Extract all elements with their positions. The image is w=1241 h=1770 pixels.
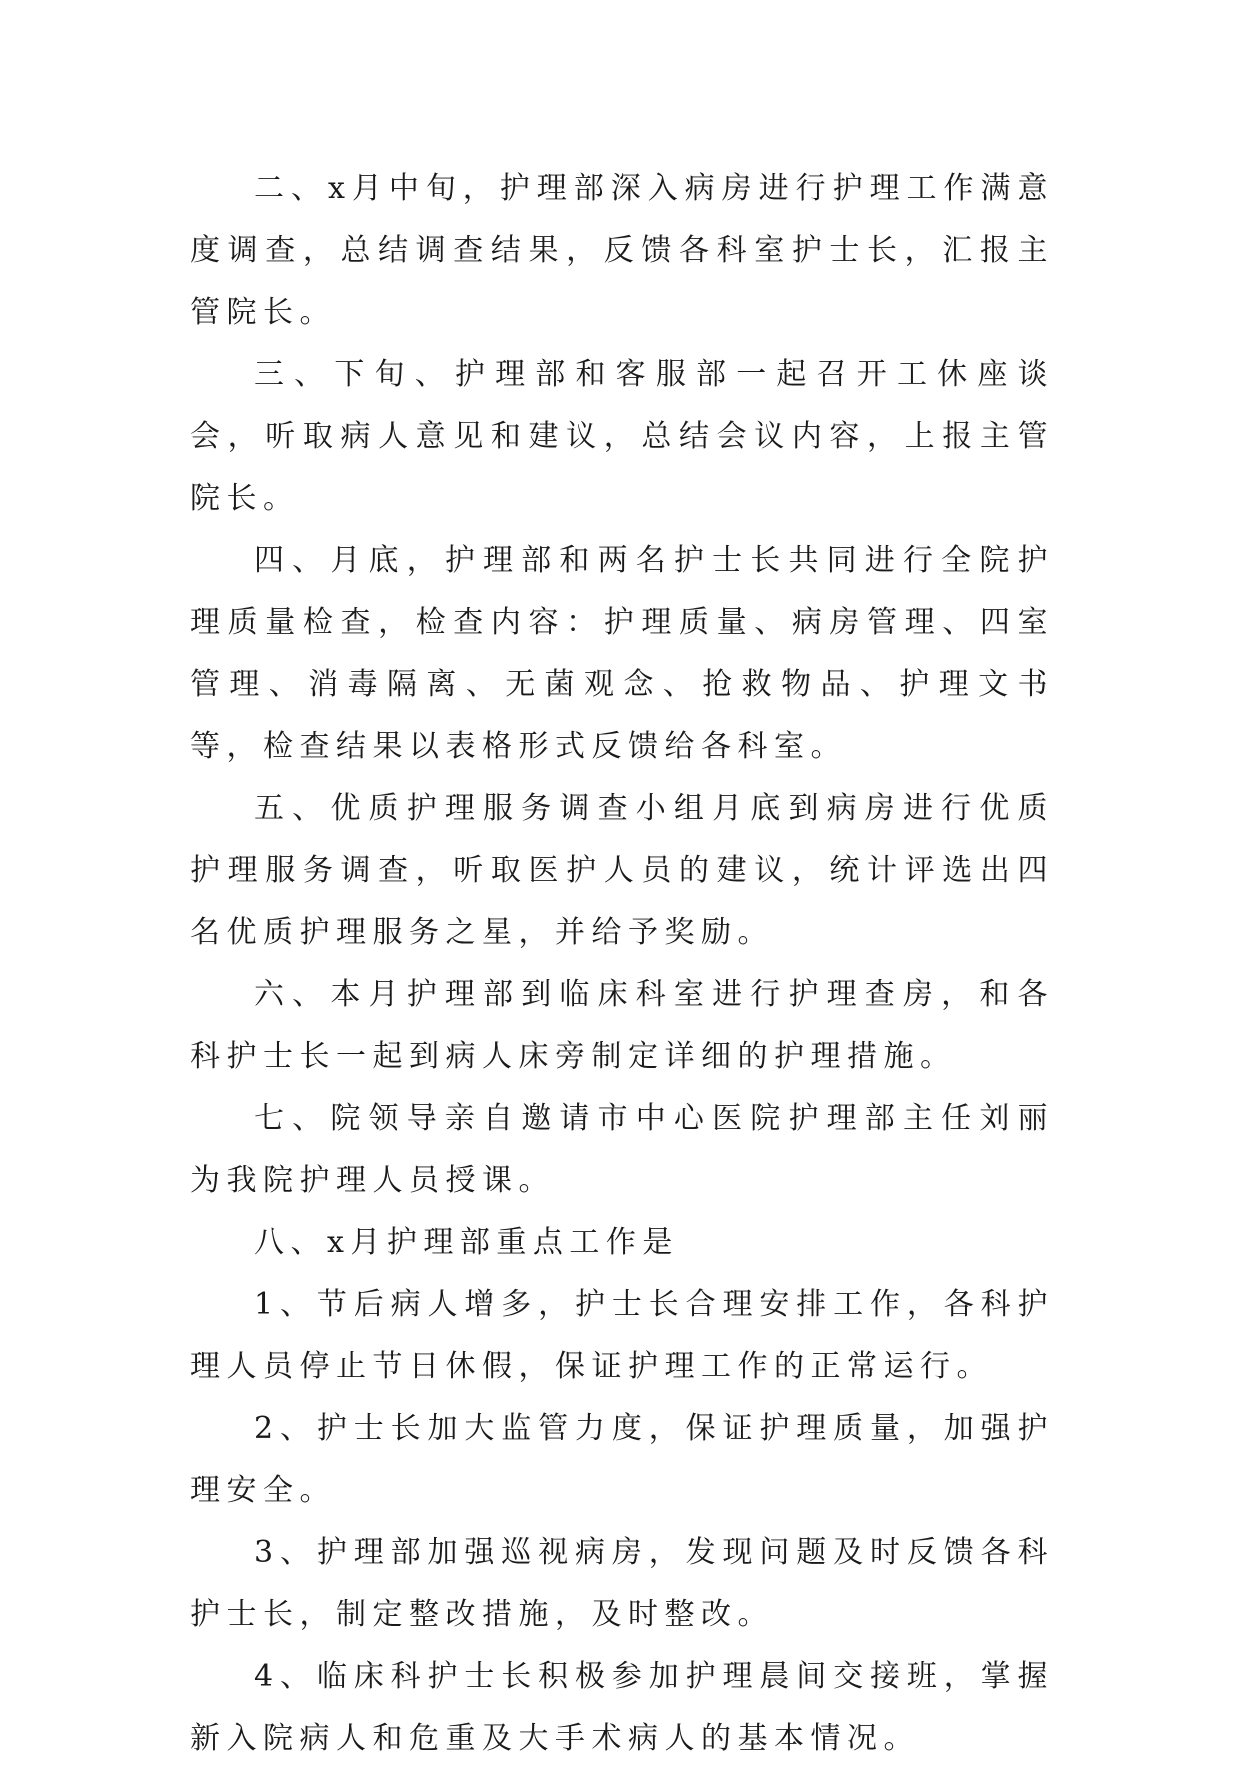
document-body xyxy=(190,158,1054,1770)
paragraph-5: 五、优质护理服务调查小组月底到病房进行优质护理服务调查，听取医护人员的建议，统计评选出四名优质护理服务之星，并给予奖励。 xyxy=(190,791,1054,950)
list-item-2: 2、护士长加大监管力度，保证护理质量，加强护理安全。 xyxy=(190,1411,1054,1508)
paragraph-6: 六、本月护理部到临床科室进行护理查房，和各科护士长一起到病人床旁制定详细的护理措施。 xyxy=(190,977,1054,1074)
list-item-1: 1、节后病人增多，护士长合理安排工作，各科护理人员停止节日休假，保证护理工作的正常运行。 xyxy=(190,1287,1054,1384)
paragraph-4: 四、月底，护理部和两名护士长共同进行全院护理质量检查，检查内容：护理质量、病房管理、四室管理、消毒隔离、无菌观念、抢救物品、护理文书等，检查结果以表格形式反馈给各科室。 xyxy=(190,543,1054,764)
list-item-3: 3、护理部加强巡视病房，发现问题及时反馈各科护士长，制定整改措施，及时整改。 xyxy=(190,1535,1054,1632)
paragraph-3: 三、下旬、护理部和客服部一起召开工休座谈会，听取病人意见和建议，总结会议内容，上报主管院长。 xyxy=(190,357,1054,516)
paragraph-8-heading: 八、x月护理部重点工作是 xyxy=(254,1225,679,1260)
paragraph-7: 七、院领导亲自邀请市中心医院护理部主任刘丽为我院护理人员授课。 xyxy=(190,1101,1054,1198)
paragraph-2: 二、x月中旬，护理部深入病房进行护理工作满意度调查，总结调查结果，反馈各科室护士长，汇报主管院长。 xyxy=(190,171,1054,330)
list-item-4: 4、临床科护士长积极参加护理晨间交接班，掌握新入院病人和危重及大手术病人的基本情况。 xyxy=(190,1659,1054,1756)
